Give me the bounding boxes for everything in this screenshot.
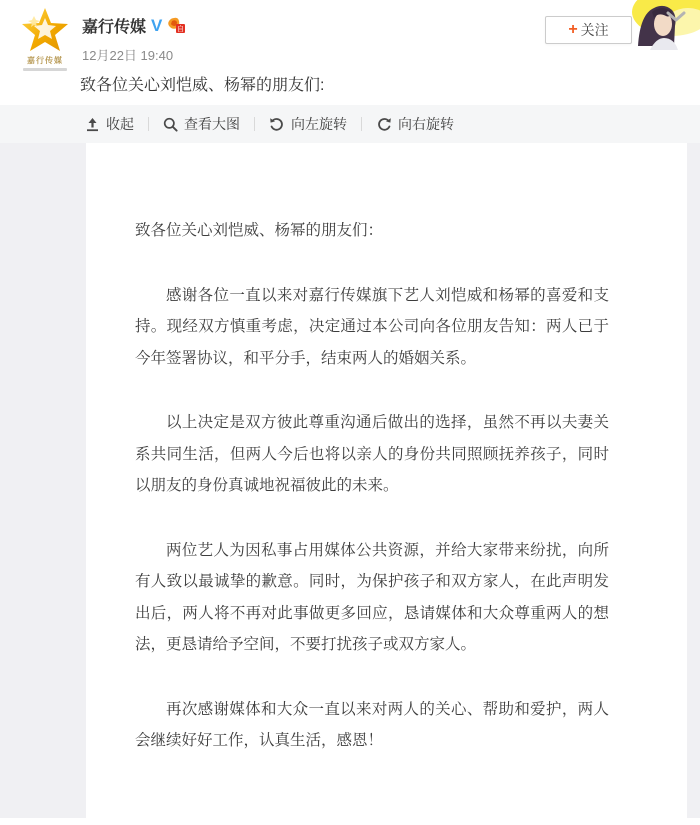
post-header [0,0,700,105]
view-large-image-label: 查看大图 [184,116,240,132]
follow-button-label: 关注 [580,22,609,38]
statement-paragraph: 两位艺人为因私事占用媒体公共资源，并给大家带来纷扰，向所有人致以最诚挚的歉意。同时，为保护孩子和双方家人，在此声明发出后，两人将不再对此事做更多回应，恳请媒体和大众尊重两人的想法，更恳请给予空间，不要打扰孩子或双方家人。 [135,541,609,653]
avatar-subtitle-line [23,68,67,71]
collapse-button[interactable] [85,114,134,134]
corner-profile-image [630,0,700,50]
avatar-caption: 嘉行传媒 [27,56,63,65]
verified-v-icon: V [151,16,163,35]
statement-image[interactable] [86,143,687,818]
member-badge-icon [167,17,186,34]
toolbar-divider [254,117,255,131]
image-viewer-area [0,143,700,818]
magnifier-icon [163,117,178,132]
chevron-down-icon[interactable] [666,10,686,28]
image-toolbar [0,105,700,143]
svg-text:自: 自 [177,26,185,34]
statement-body [135,280,609,757]
statement-title: 致各位关心刘恺威、杨幂的朋友们： [135,222,384,239]
rotate-right-icon [376,117,392,132]
avatar[interactable] [18,6,72,74]
page-bottom-strip [0,818,700,825]
rotate-left-icon [269,117,285,132]
woman-portrait-icon [630,0,700,50]
rotate-right-button[interactable] [376,114,454,134]
username[interactable]: 嘉行传媒 [82,19,147,36]
rotate-left-label: 向左旋转 [291,116,347,132]
collapse-label: 收起 [106,116,134,132]
collapse-up-icon [85,117,100,132]
rotate-left-button[interactable] [269,114,347,134]
post-timestamp: 12月22日 19:40 [82,48,174,63]
rotate-right-label: 向右旋转 [398,116,454,132]
post-text: 致各位关心刘恺威、杨幂的朋友们: [80,77,325,94]
statement-paragraph: 再次感谢媒体和大众一直以来对两人的关心、帮助和爱护，两人会继续好好工作，认真生活，感恩！ [135,700,609,749]
view-large-image-button[interactable] [163,114,240,134]
toolbar-divider [361,117,362,131]
statement-paragraph: 以上决定是双方彼此尊重沟通后做出的选择，虽然不再以夫妻关系共同生活，但两人今后也将以亲人的身份共同照顾抚养孩子，同时以朋友的身份真诚地祝福彼此的未来。 [135,414,609,494]
statement-paragraph: 感谢各位一直以来对嘉行传媒旗下艺人刘恺威和杨幂的喜爱和支持。现经双方慎重考虑，决定通过本公司向各位朋友告知：两人已于今年签署协议，和平分手，结束两人的婚姻关系。 [135,286,609,367]
gold-star-logo-icon [20,6,70,52]
follow-button[interactable] [545,16,632,44]
plus-icon: + [568,21,578,38]
toolbar-divider [148,117,149,131]
